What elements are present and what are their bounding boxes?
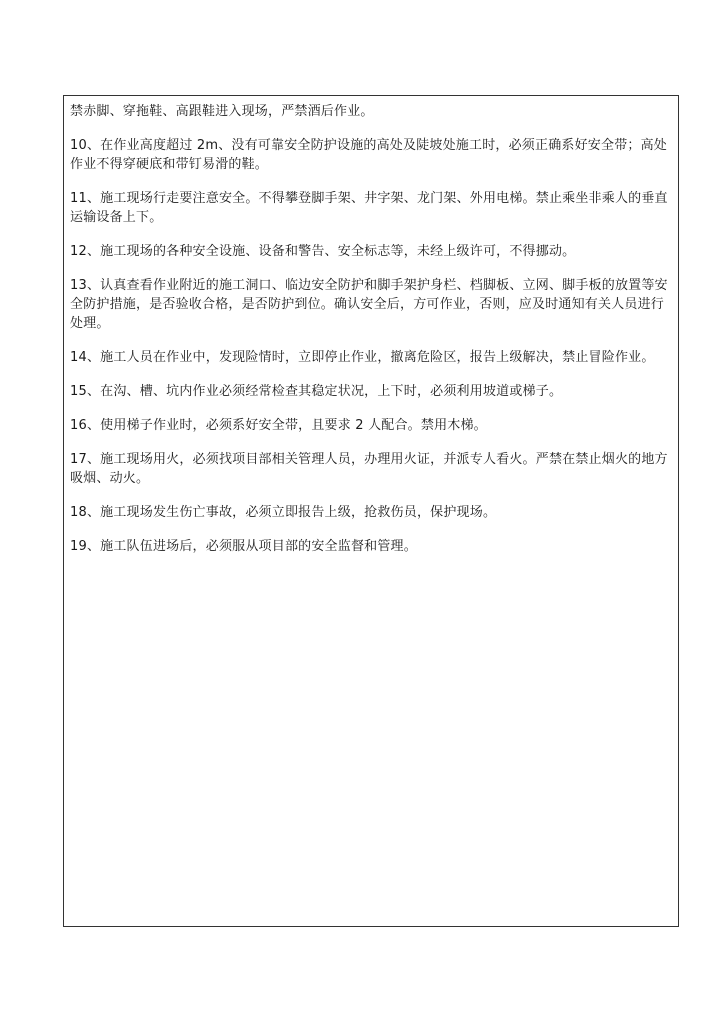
document-body <box>70 102 674 571</box>
paragraph-continuation: 禁赤脚、穿拖鞋、高跟鞋进入现场，严禁酒后作业。 <box>70 104 374 119</box>
paragraph-item-11: 11、施工现场行走要注意安全。不得攀登脚手架、井字架、龙门架、外用电梯。禁止乘坐非乘人的垂直运输设备上下。 <box>70 191 668 225</box>
paragraph-item-13: 13、认真查看作业附近的施工洞口、临边安全防护和脚手架护身栏、档脚板、立网、脚手板的放置等安全防护措施，是否验收合格，是否防护到位。确认安全后，方可作业，否则，应及时通知有关人员进行处理。 <box>70 278 668 331</box>
paragraph-item-18: 18、施工现场发生伤亡事故，必须立即报告上级，抢救伤员，保护现场。 <box>70 505 497 520</box>
paragraph-item-10: 10、在作业高度超过 2m、没有可靠安全防护设施的高处及陡坡处施工时，必须正确系好安全带；高处作业不得穿硬底和带钉易滑的鞋。 <box>70 138 668 172</box>
paragraph-item-17: 17、施工现场用火，必须找项目部相关管理人员，办理用火证，并派专人看火。严禁在禁止烟火的地方吸烟、动火。 <box>70 452 668 486</box>
paragraph-item-12: 12、施工现场的各种安全设施、设备和警告、安全标志等，未经上级许可，不得挪动。 <box>70 244 576 259</box>
paragraph-item-14: 14、施工人员在作业中，发现险情时，立即停止作业，撤离危险区，报告上级解决，禁止冒险作业。 <box>70 350 655 365</box>
paragraph-item-15: 15、在沟、槽、坑内作业必须经常检查其稳定状况，上下时，必须利用坡道或梯子。 <box>70 384 563 399</box>
paragraph-item-19: 19、施工队伍进场后，必须服从项目部的安全监督和管理。 <box>70 539 417 554</box>
paragraph-item-16: 16、使用梯子作业时，必须系好安全带，且要求 2 人配合。禁用木梯。 <box>70 418 487 433</box>
